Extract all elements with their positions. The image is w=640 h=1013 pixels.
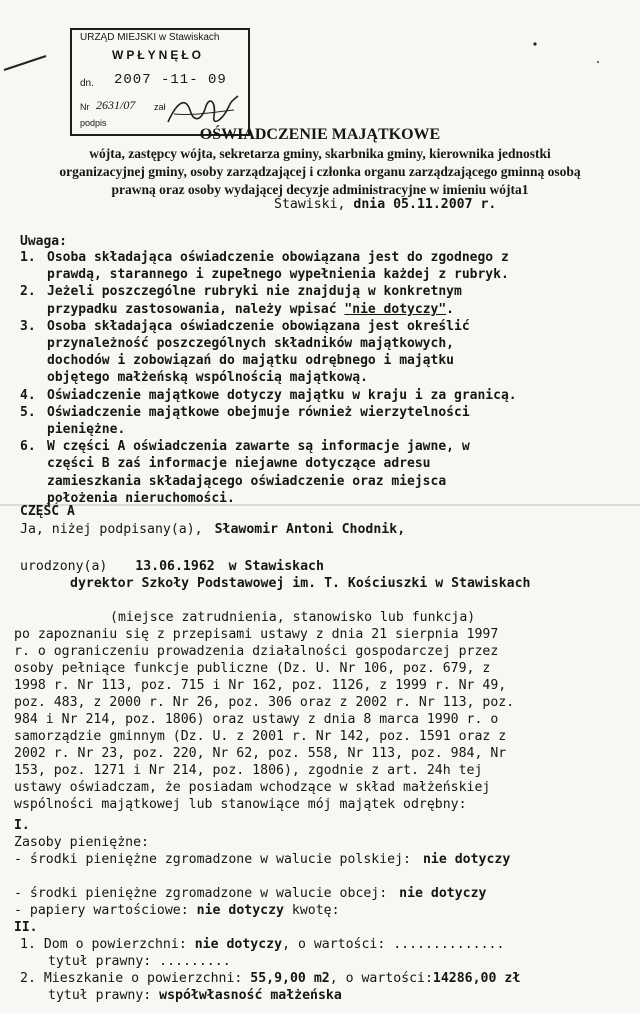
apartment-title-row [48,988,342,1003]
house-value-label: , o wartości: [282,937,386,952]
note-number: 5. [20,404,36,420]
note-number: 1. [20,250,36,265]
note-line [20,302,454,317]
legal-text-line: 153, poz. 1271 i Nr 214, poz. 1806), zgodnie z art. 24h tej [14,763,483,778]
stamp-nr-value: 2631/07 [96,98,136,112]
born-label: urodzony(a) [20,559,108,574]
house-title-value: ......... [159,954,231,969]
legal-text-line: ustawy oświadczam, że posiadam wchodzące w skład małżeńskiej [14,780,491,795]
page-title: OŚWIADCZENIE MAJĄTKOWE [199,126,441,143]
received-stamp [70,28,250,136]
legal-text-line: 984 i Nr 214, poz. 1806) oraz ustawy z dnia 8 marca 1990 r. o [14,712,499,727]
subtitle-line-2: organizacyjnej gminy, osoby zarządzającej i członka organu zarządzającego gminną osobą [59,164,581,179]
place-date [274,197,496,212]
house-num: 1. [20,937,36,952]
note-line [20,422,125,437]
note-line [20,474,446,489]
legal-text-line: r. o ograniczeniu prowadzenia działalności gospodarczej przez [14,644,499,659]
position-caption: (miejsce zatrudnienia, stanowisko lub funkcja) [110,610,476,625]
legal-text-line: 2002 r. Nr 23, poz. 220, Nr 62, poz. 558, Nr 113, poz. 984, Nr [14,746,507,761]
subtitle-line-3: prawną oraz osoby wydającej decyzje administracyjne w imieniu wójta1 [111,182,529,197]
stamp-zal-label: zał [154,102,166,112]
apartment-row [20,971,520,986]
apartment-label: Mieszkanie o powierzchni: [43,971,243,986]
born-date: 13.06.1962 [135,559,215,574]
birth-line [20,559,324,574]
note-text: przynależność poszczególnych składników majątkowych, [47,336,454,351]
legal-text-line: osoby pełniące funkcje publiczne (Dz. U. Nr 106, poz. 679, z [14,661,491,676]
legal-text-line: wspólności majątkowej lub stanowiące mój majątek odrębny: [14,797,467,812]
note-number: 3. [20,318,36,334]
apartment-num: 2. [20,971,36,986]
legal-text-line: po zapoznaniu się z przepisami ustawy z dnia 21 sierpnia 1997 [14,627,499,642]
note-text: Oświadczenie majątkowe obejmuje również wierzytelności [47,404,470,420]
note-line [20,405,470,420]
note-text: Oświadczenie majątkowe dotyczy majątku w kraju i za granicą. [47,387,517,403]
note-number: 4. [20,387,36,403]
employment-position: dyrektor Szkoły Podstawowej im. T. Kościuszki w Stawiskach [70,576,531,591]
note-number: 6. [20,439,36,455]
securities-label: - papiery wartościowe: [14,903,189,918]
apartment-value-label: , o wartości: [329,971,433,986]
note-line [20,439,470,454]
document-date: dnia 05.11.2007 r. [353,197,497,212]
note-text: części B zaś informacje niejawne dotyczące adresu [47,456,431,472]
place: Stawiski, [274,197,346,212]
note-text: objętego małżeńską wspólnością majątkową. [47,370,368,386]
pln-funds-value: nie dotyczy [422,852,511,867]
stamp-office: URZĄD MIEJSKI w Stawiskach [80,32,220,43]
house-label: Dom o powierzchni: [43,937,187,952]
stamp-nr-label: Nr [80,102,90,112]
note-line [20,267,509,282]
note-text: położenia nieruchomości. [47,490,235,506]
note-text: zamieszkania składającego oświadczenie oraz miejsca [47,473,447,489]
foreign-funds-label: - środki pieniężne zgromadzone w walucie obcej: [14,886,388,901]
note-line [20,353,454,368]
resources-label: Zasoby pieniężne: [14,835,149,850]
note-line [20,370,368,385]
declarant-line [20,522,405,537]
stamp-received: WPŁYNĘŁO [112,48,204,62]
securities-row [14,903,340,918]
note-line [20,250,509,265]
note-text: Osoba składająca oświadczenie obowiązana jest określić [47,318,470,334]
foreign-funds-row [14,886,486,901]
pln-funds-row [14,852,510,867]
section-1-heading: I. [14,818,30,833]
pln-funds-label: - środki pieniężne zgromadzone w walucie polskiej: [14,852,411,867]
foreign-funds-value: nie dotyczy [399,886,487,901]
note-text: Osoba składająca oświadczenie obowiązana jest do zgodnego z [47,250,509,265]
securities-suffix: kwotę: [291,903,340,918]
note-text: dochodów i zobowiązań do majątku odrębnego i majątku [47,353,454,369]
declarant-name: Sławomir Antoni Chodnik, [214,522,406,537]
apartment-area: 55,9,00 m2 [250,971,330,986]
legal-text-line: 1998 r. Nr 113, poz. 715 i Nr 162, poz. 1126, z 1999 r. Nr 49, [14,678,507,693]
apartment-title-label: tytuł prawny: [48,988,152,1003]
subtitle-line-1: wójta, zastępcy wójta, sekretarza gminy, skarbnika gminy, kierownika jednostki [89,146,551,161]
apartment-title-value: współwłasność małżeńska [159,988,342,1003]
note-text: pieniężne. [47,422,126,437]
apartment-value: 14286,00 zł [432,971,521,986]
note-line [20,284,462,299]
part-a-heading: CZĘŚĆ A [20,504,75,519]
born-place: w Stawiskach [228,559,324,574]
house-row [20,937,504,952]
house-title-label: tytuł prawny: [48,954,152,969]
note-line [20,319,470,334]
not-applicable-phrase: "nie dotyczy" [344,301,447,317]
section-2-heading: II. [14,920,38,935]
note-number: 2. [20,284,36,300]
stamp-date-label: dn. [80,78,94,89]
house-area: nie dotyczy [194,937,283,952]
note-text: przypadku zastosowania, należy wpisać "nie dotyczy". [47,301,454,317]
stamp-signature-label: podpis [80,118,107,128]
note-text: W części A oświadczenia zawarte są informacje jawne, w [47,439,470,455]
note-line [20,336,454,351]
stamp-date-value: 2007 -11- 09 [114,72,227,88]
legal-text-line: poz. 483, z 2000 r. Nr 26, poz. 306 oraz z 2002 r. Nr 113, poz. [14,695,515,710]
note-text: Jeżeli poszczególne rubryki nie znajdują w konkretnym [47,284,462,300]
notes-heading: Uwaga: [20,234,67,249]
note-line [20,456,431,471]
legal-text-line: samorządzie gminnym (Dz. U. z 2001 r. Nr 142, poz. 1591 oraz z [14,729,507,744]
securities-value: nie dotyczy [196,903,284,918]
note-line [20,388,517,403]
house-title-row [48,954,231,969]
house-value: .............. [393,937,505,952]
note-text: prawdą, starannego i zupełnego wypełnienia każdej z rubryk. [47,267,509,283]
declarant-intro: Ja, niżej podpisany(a), [20,522,203,537]
